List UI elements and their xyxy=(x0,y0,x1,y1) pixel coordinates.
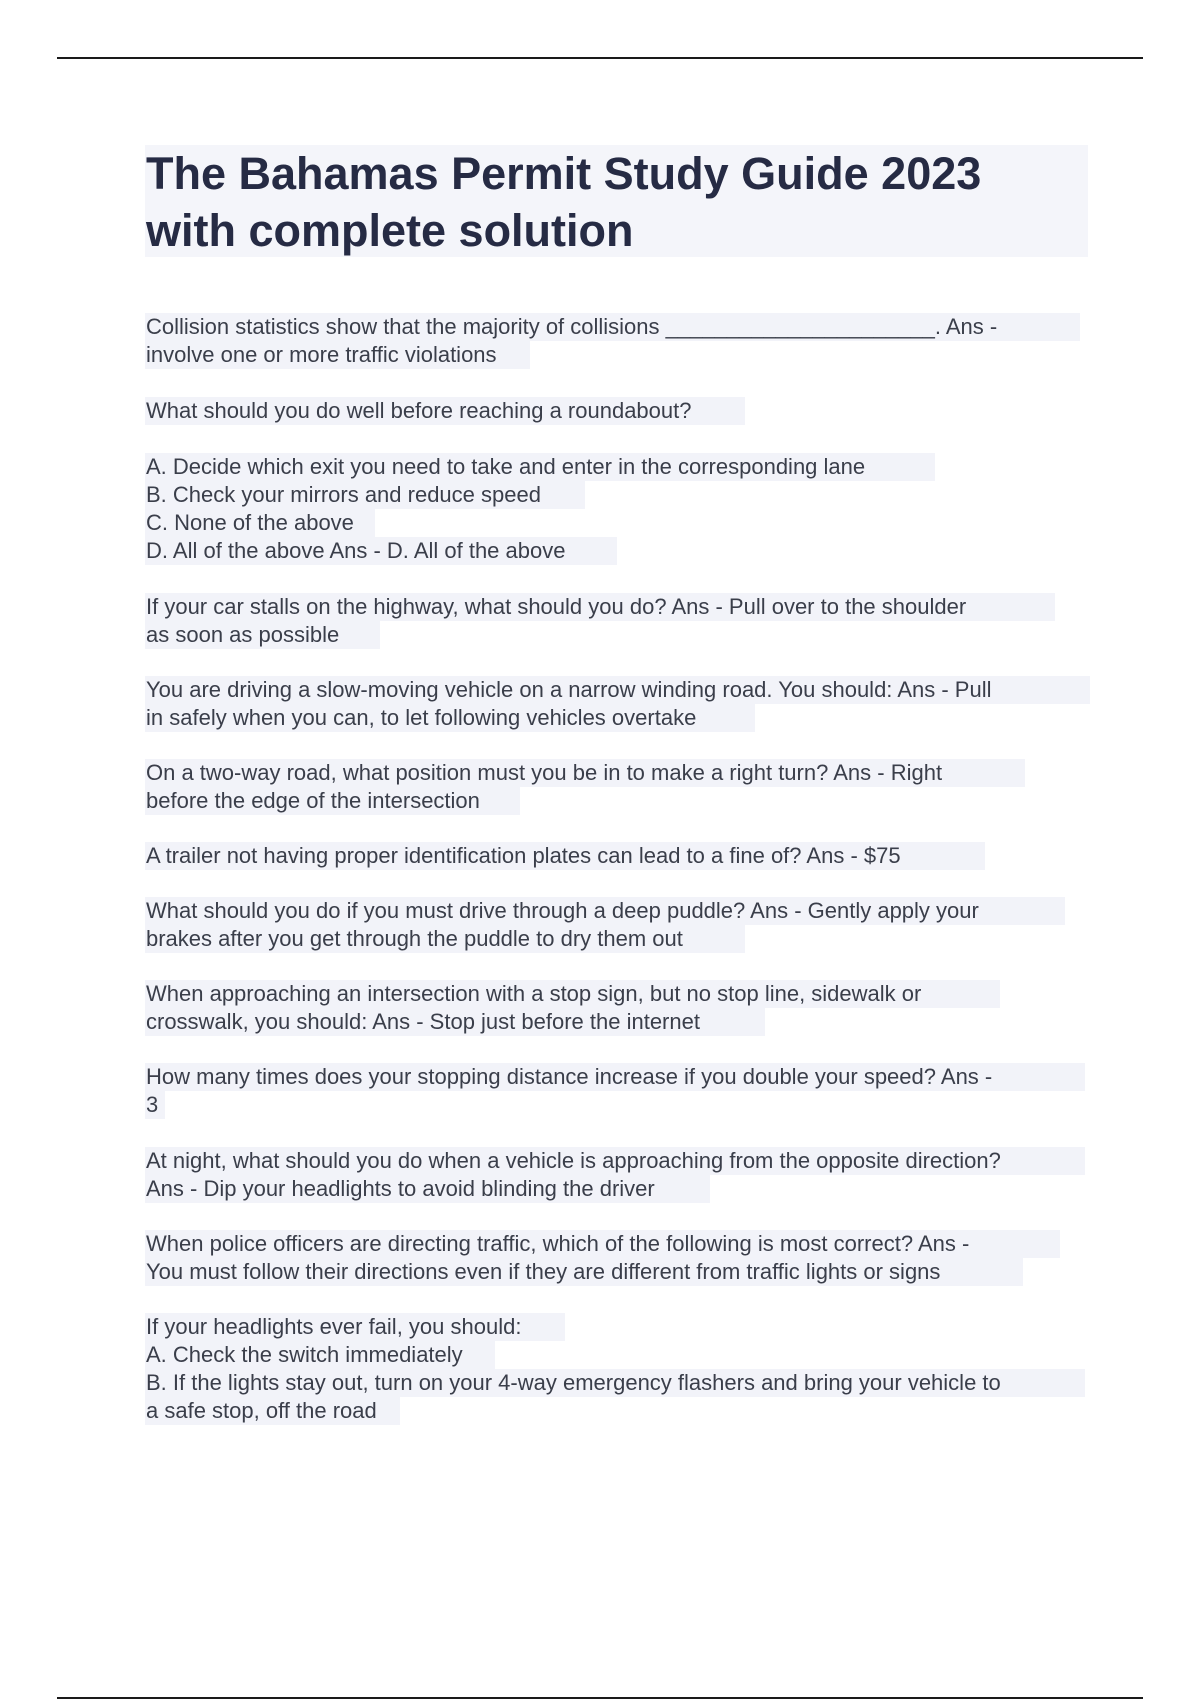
answer-text: as soon as possible xyxy=(146,622,340,647)
question-text: How many times does your stopping distance increase if you double your speed? Ans - xyxy=(146,1064,993,1089)
question-text: If your headlights ever fail, you should: xyxy=(146,1314,522,1339)
answer-text: in safely when you can, to let following vehicles overtake xyxy=(146,705,697,730)
question-text: On a two-way road, what position must you be in to make a right turn? Ans - Right xyxy=(146,760,943,785)
question-text: What should you do if you must drive through a deep puddle? Ans - Gently apply your xyxy=(146,898,979,923)
question-text: When police officers are directing traffic, which of the following is most correct? Ans - xyxy=(146,1231,970,1256)
option-text: B. Check your mirrors and reduce speed xyxy=(146,482,541,507)
option-text: A. Decide which exit you need to take and enter in the corresponding lane xyxy=(146,454,866,479)
answer-text: brakes after you get through the puddle to dry them out xyxy=(146,926,683,951)
answer-text: crosswalk, you should: Ans - Stop just before the internet xyxy=(146,1009,700,1034)
question-text: Collision statistics show that the majority of collisions ______________________. Ans - xyxy=(146,314,998,339)
option-answer-text: D. All of the above Ans - D. All of the above xyxy=(146,538,566,563)
question-text: When approaching an intersection with a stop sign, but no stop line, sidewalk or xyxy=(146,981,922,1006)
option-text: A. Check the switch immediately xyxy=(146,1342,463,1367)
question-text: You are driving a slow-moving vehicle on a narrow winding road. You should: Ans - Pull xyxy=(146,677,992,702)
question-text: What should you do well before reaching a roundabout? xyxy=(146,398,692,423)
answer-text: before the edge of the intersection xyxy=(146,788,480,813)
option-text: B. If the lights stay out, turn on your 4-way emergency flashers and bring your vehicle to xyxy=(146,1370,1001,1395)
answer-text: involve one or more traffic violations xyxy=(146,342,497,367)
answer-text: You must follow their directions even if they are different from traffic lights or signs xyxy=(146,1259,941,1284)
question-text: At night, what should you do when a vehicle is approaching from the opposite direction? xyxy=(146,1148,1001,1173)
footer-rule xyxy=(57,1697,1143,1699)
page-title-line-1: The Bahamas Permit Study Guide 2023 xyxy=(146,148,982,199)
question-text: If your car stalls on the highway, what should you do? Ans - Pull over to the shoulder xyxy=(146,594,967,619)
question-text: A trailer not having proper identification plates can lead to a fine of? Ans - $75 xyxy=(146,843,901,868)
answer-text: Ans - Dip your headlights to avoid blinding the driver xyxy=(146,1176,655,1201)
option-text: C. None of the above xyxy=(146,510,354,535)
option-text: a safe stop, off the road xyxy=(146,1398,377,1423)
page-title-line-2: with complete solution xyxy=(146,205,634,256)
header-rule xyxy=(57,57,1143,59)
answer-text: 3 xyxy=(146,1092,159,1117)
